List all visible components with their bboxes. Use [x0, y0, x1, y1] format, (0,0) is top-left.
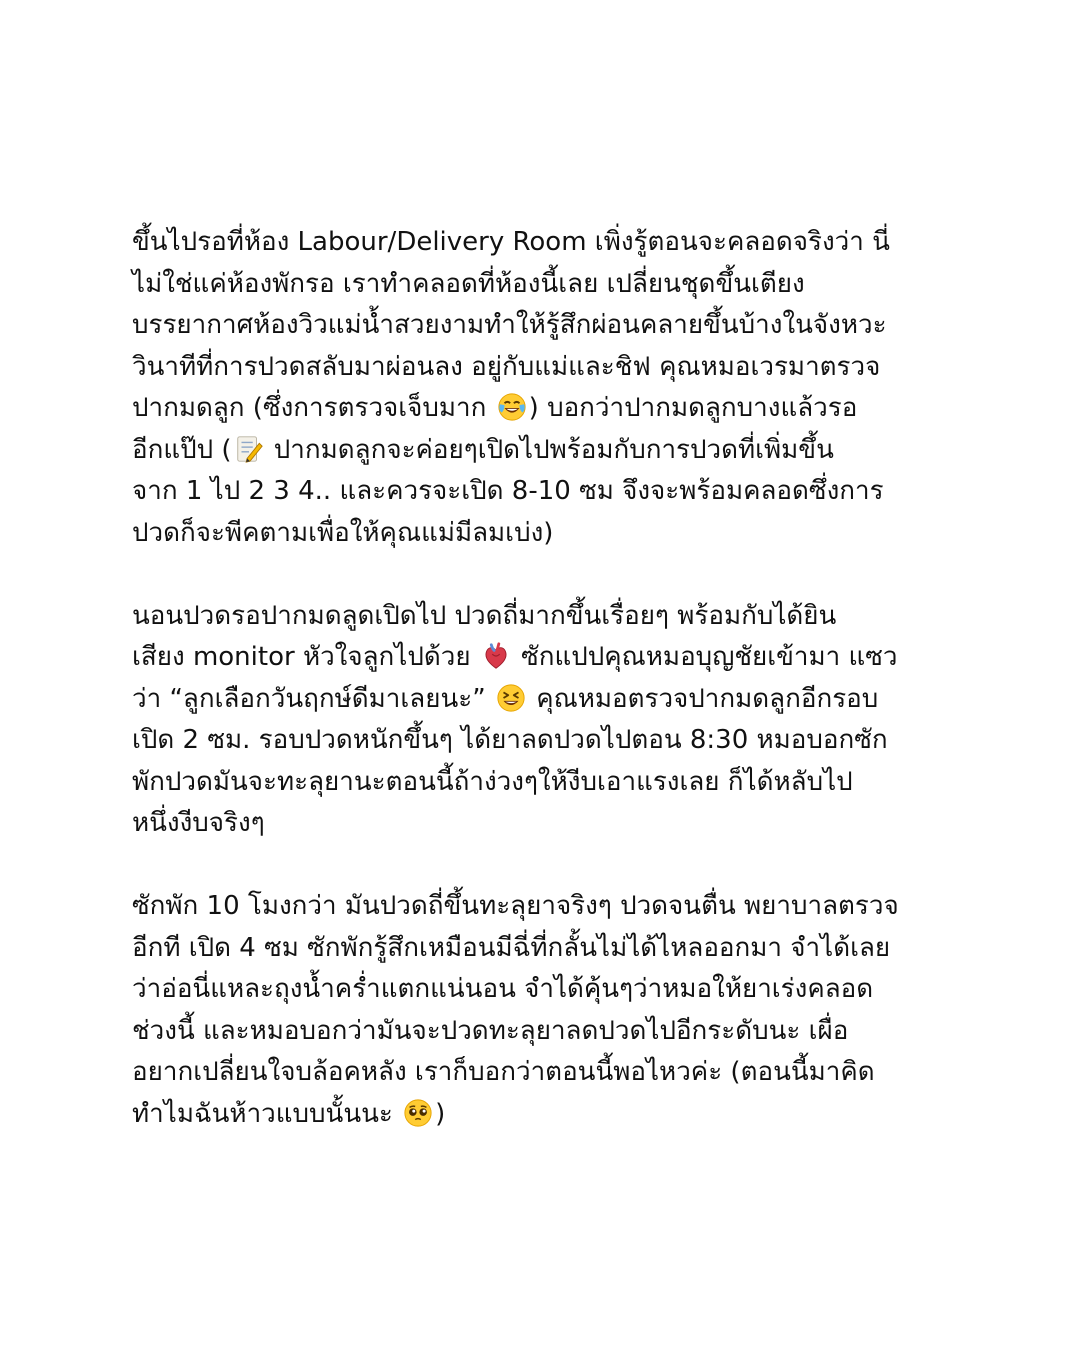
text-segment: ขึ้นไปรอที่ห้อง Labour/Delivery Room เพิ่งรู้ตอนจะคลอดจริงว่า นี่ — [132, 227, 890, 257]
text-line — [132, 720, 962, 762]
paragraph — [132, 596, 962, 845]
text-segment: พักปวดมันจะทะลุยานะตอนนี้ถ้าง่วงๆให้งีบเอาแรงเลย ก็ได้หลับไป — [132, 766, 853, 797]
text-line — [132, 471, 962, 513]
text-segment: เปิด 2 ซม. รอบปวดหนักขึ้นๆ ได้ยาลดปวดไปตอน 8:30 หมอบอกซัก — [132, 725, 888, 755]
text-segment: นอนปวดรอปากมดลูดเปิดไป ปวดถี่มากขึ้นเรื่อยๆ พร้อมกับได้ยิน — [132, 600, 837, 631]
text-segment: ปวดก็จะพีคตามเพื่อให้คุณแม่มีลมเบ่ง) — [132, 517, 554, 548]
pleading-face-icon — [403, 1098, 433, 1128]
text-line — [132, 347, 962, 389]
text-line — [132, 388, 962, 430]
memo-icon — [234, 434, 264, 464]
text-segment: บรรยากาศห้องวิวแม่น้ำสวยงามทำให้รู้สึกผ่อนคลายขึ้นบ้างในจังหวะ — [132, 310, 887, 340]
text-line — [132, 1094, 962, 1136]
paragraph — [132, 222, 962, 554]
text-segment: อยากเปลี่ยนใจบล้อคหลัง เราก็บอกว่าตอนนี้พอไหวค่ะ (ตอนนี้มาคิด — [132, 1057, 875, 1087]
text-segment: ปากมดลูกจะค่อยๆเปิดไปพร้อมกับการปวดที่เพิ่มขึ้น — [265, 434, 834, 465]
anatomical-heart-icon — [481, 641, 511, 671]
text-line — [132, 886, 962, 928]
text-line — [132, 762, 962, 804]
text-line — [132, 596, 962, 638]
text-line — [132, 969, 962, 1011]
text-line — [132, 513, 962, 555]
text-line — [132, 222, 962, 264]
text-segment: ซักพัก 10 โมงกว่า มันปวดถี่ขึ้นทะลุยาจริงๆ ปวดจนตื่น พยาบาลตรวจ — [132, 891, 899, 921]
paragraph — [132, 886, 962, 1135]
text-segment: เสียง monitor หัวใจลูกไปด้วย — [132, 642, 479, 672]
text-segment: ไม่ใช่แค่ห้องพักรอ เราทำคลอดที่ห้องนี้เลย เปลี่ยนชุดขึ้นเตียง — [132, 268, 805, 299]
text-line — [132, 1011, 962, 1053]
text-line — [132, 264, 962, 306]
text-line — [132, 803, 962, 845]
text-segment: ปากมดลูก (ซึ่งการตรวจเจ็บมาก — [132, 393, 495, 423]
text-segment: อีกแป๊ป ( — [132, 434, 232, 465]
text-line — [132, 430, 962, 472]
text-segment: ว่าอ่อนี่แหละถุงน้ำคร่ำแตกแน่นอน จำได้คุ้นๆว่าหมอให้ยาเร่งคลอด — [132, 974, 874, 1004]
text-line — [132, 679, 962, 721]
text-line — [132, 305, 962, 347]
text-segment: ) — [435, 1098, 446, 1129]
text-segment: ว่า “ลูกเลือกวันฤกษ์ดีมาเลยนะ” — [132, 683, 494, 714]
text-line — [132, 637, 962, 679]
text-segment: หนึ่งงีบจริงๆ — [132, 808, 265, 838]
text-line — [132, 1052, 962, 1094]
text-segment: ทำไมฉันห้าวแบบนั้นนะ — [132, 1098, 402, 1129]
text-segment: จาก 1 ไป 2 3 4.. และควรจะเปิด 8-10 ซม จึงจะพร้อมคลอดซึ่งการ — [132, 476, 884, 506]
text-segment: วินาทีที่การปวดสลับมาผ่อนลง อยู่กับแม่และชิฟ คุณหมอเวรมาตรวจ — [132, 351, 881, 382]
post-text-body — [132, 222, 962, 1135]
text-segment: ช่วงนี้ และหมอบอกว่ามันจะปวดทะลุยาลดปวดไปอีกระดับนะ เผื่อ — [132, 1015, 849, 1046]
grinning-squinting-face-icon — [496, 683, 526, 713]
text-segment: อีกที เปิด 4 ซม ซักพักรู้สึกเหมือนมีฉี่ที่กลั้นไม่ได้ไหลออกมา จำได้เลย — [132, 932, 891, 963]
text-segment: คุณหมอตรวจปากมดลูกอีกรอบ — [527, 683, 879, 714]
text-segment: ) บอกว่าปากมดลูกบางแล้วรอ — [528, 393, 858, 423]
face-with-tears-of-joy-icon — [497, 392, 527, 422]
text-segment: ซักแปปคุณหมอบุญชัยเข้ามา แซว — [512, 642, 898, 672]
text-line — [132, 928, 962, 970]
